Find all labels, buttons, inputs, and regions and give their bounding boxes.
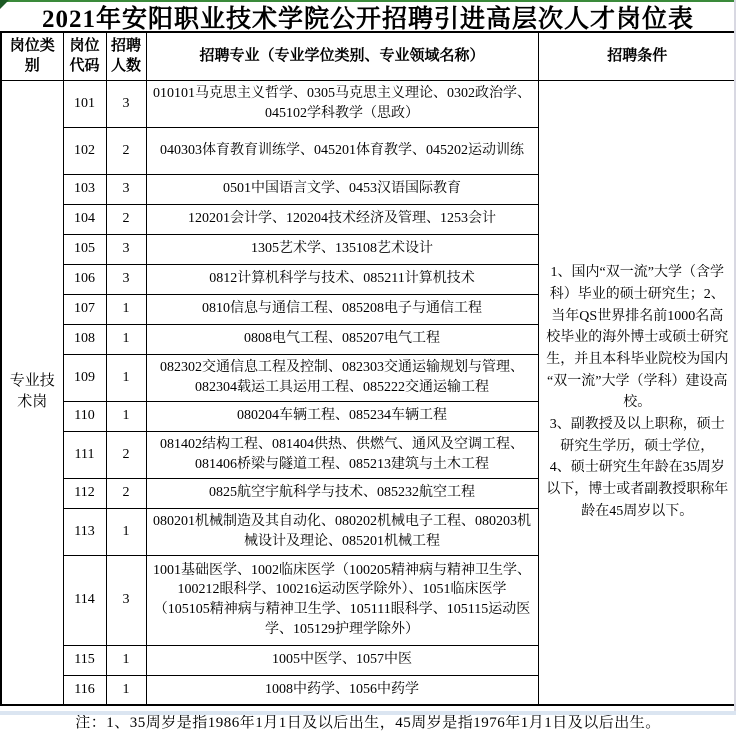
table-header-row xyxy=(1,32,736,80)
majors-cell: 0825航空宇航科学与技术、085232航空工程 xyxy=(146,478,538,508)
category-cell: 专业技术岗 xyxy=(1,80,63,705)
page-title: 2021年安阳职业技术学院公开招聘引进高层次人才岗位表 xyxy=(41,6,694,33)
headcount-cell: 3 xyxy=(106,234,146,264)
headcount-cell: 2 xyxy=(106,127,146,174)
headcount-cell: 1 xyxy=(106,324,146,354)
majors-cell: 1305艺术学、135108艺术设计 xyxy=(146,234,538,264)
headcount-cell: 3 xyxy=(106,264,146,294)
majors-cell: 1005中医学、1057中医 xyxy=(146,645,538,675)
position-code-cell: 116 xyxy=(63,675,106,705)
condition-paragraph-2: 3、副教授及以上职称，硕士研究生学历，硕士学位， xyxy=(549,416,725,454)
majors-cell: 0501中国语言文学、0453汉语国际教育 xyxy=(146,174,538,204)
headcount-cell: 1 xyxy=(106,645,146,675)
majors-cell: 120201会计学、120204技术经济及管理、1253会计 xyxy=(146,204,538,234)
majors-cell: 1001基础医学、1002临床医学（100205精神病与精神卫生学、100212眼科学、100216运动医学除外）、1051临床医学（105105精神病与精神卫生学、105111眼科学、105115运动医学、105129护理学除外） xyxy=(146,555,538,645)
bottom-edge-strip xyxy=(0,711,736,715)
header-majors: 招聘专业（专业学位类别、专业领域名称） xyxy=(146,32,538,80)
position-code-cell: 105 xyxy=(63,234,106,264)
majors-cell: 081402结构工程、081404供热、供燃气、通风及空调工程、081406桥梁与隧道工程、085213建筑与土木工程 xyxy=(146,431,538,478)
headcount-cell: 1 xyxy=(106,675,146,705)
position-code-cell: 111 xyxy=(63,431,106,478)
position-code-cell: 110 xyxy=(63,401,106,431)
position-code-cell: 106 xyxy=(63,264,106,294)
condition-paragraph-1: 1、国内“双一流”大学（含学科）毕业的硕士研究生；2、当年QS世界排名前1000名高校毕业的海外博士或硕士研究生，并且本科毕业院校为国内“双一流”大学（学科）建设高校。 xyxy=(546,265,729,411)
majors-cell: 080201机械制造及其自动化、080202机械电子工程、080203机械设计及理论、085201机械工程 xyxy=(146,508,538,555)
table-row xyxy=(1,80,736,127)
position-code-cell: 108 xyxy=(63,324,106,354)
position-code-cell: 101 xyxy=(63,80,106,127)
position-code-cell: 109 xyxy=(63,354,106,401)
position-code-cell: 112 xyxy=(63,478,106,508)
position-code-cell: 103 xyxy=(63,174,106,204)
headcount-cell: 1 xyxy=(106,294,146,324)
majors-cell: 040303体育教育训练学、045201体育教学、045202运动训练 xyxy=(146,127,538,174)
majors-cell: 080204车辆工程、085234车辆工程 xyxy=(146,401,538,431)
majors-cell: 0812计算机科学与技术、085211计算机技术 xyxy=(146,264,538,294)
majors-cell: 1008中药学、1056中药学 xyxy=(146,675,538,705)
position-code-cell: 115 xyxy=(63,645,106,675)
header-conditions: 招聘条件 xyxy=(538,32,736,80)
headcount-cell: 3 xyxy=(106,80,146,127)
top-accent-line xyxy=(0,0,736,2)
header-headcount: 招聘人数 xyxy=(106,32,146,80)
majors-cell: 010101马克思主义哲学、0305马克思主义理论、0302政治学、045102学科教学（思政） xyxy=(146,80,538,127)
headcount-cell: 1 xyxy=(106,354,146,401)
position-code-cell: 107 xyxy=(63,294,106,324)
headcount-cell: 3 xyxy=(106,555,146,645)
position-code-cell: 114 xyxy=(63,555,106,645)
header-position-category: 岗位类别 xyxy=(1,32,63,80)
majors-cell: 082302交通信息工程及控制、082303交通运输规划与管理、082304载运工具运用工程、085222交通运输工程 xyxy=(146,354,538,401)
corner-marker-triangle xyxy=(0,0,9,9)
headcount-cell: 3 xyxy=(106,174,146,204)
headcount-cell: 1 xyxy=(106,401,146,431)
headcount-cell: 1 xyxy=(106,508,146,555)
position-code-cell: 113 xyxy=(63,508,106,555)
recruitment-positions-table xyxy=(0,31,736,706)
majors-cell: 0808电气工程、085207电气工程 xyxy=(146,324,538,354)
position-code-cell: 102 xyxy=(63,127,106,174)
footnote: 注：1、35周岁是指1986年1月1日及以后出生，45周岁是指1976年1月1日及以后出生。 xyxy=(75,714,661,731)
condition-paragraph-3: 4、硕士研究生年龄在35周岁以下，博士或者副教授职称年龄在45周岁以下。 xyxy=(546,460,729,519)
headcount-cell: 2 xyxy=(106,204,146,234)
majors-cell: 0810信息与通信工程、085208电子与通信工程 xyxy=(146,294,538,324)
headcount-cell: 2 xyxy=(106,478,146,508)
header-position-code: 岗位代码 xyxy=(63,32,106,80)
conditions-cell xyxy=(538,80,736,705)
position-code-cell: 104 xyxy=(63,204,106,234)
headcount-cell: 2 xyxy=(106,431,146,478)
